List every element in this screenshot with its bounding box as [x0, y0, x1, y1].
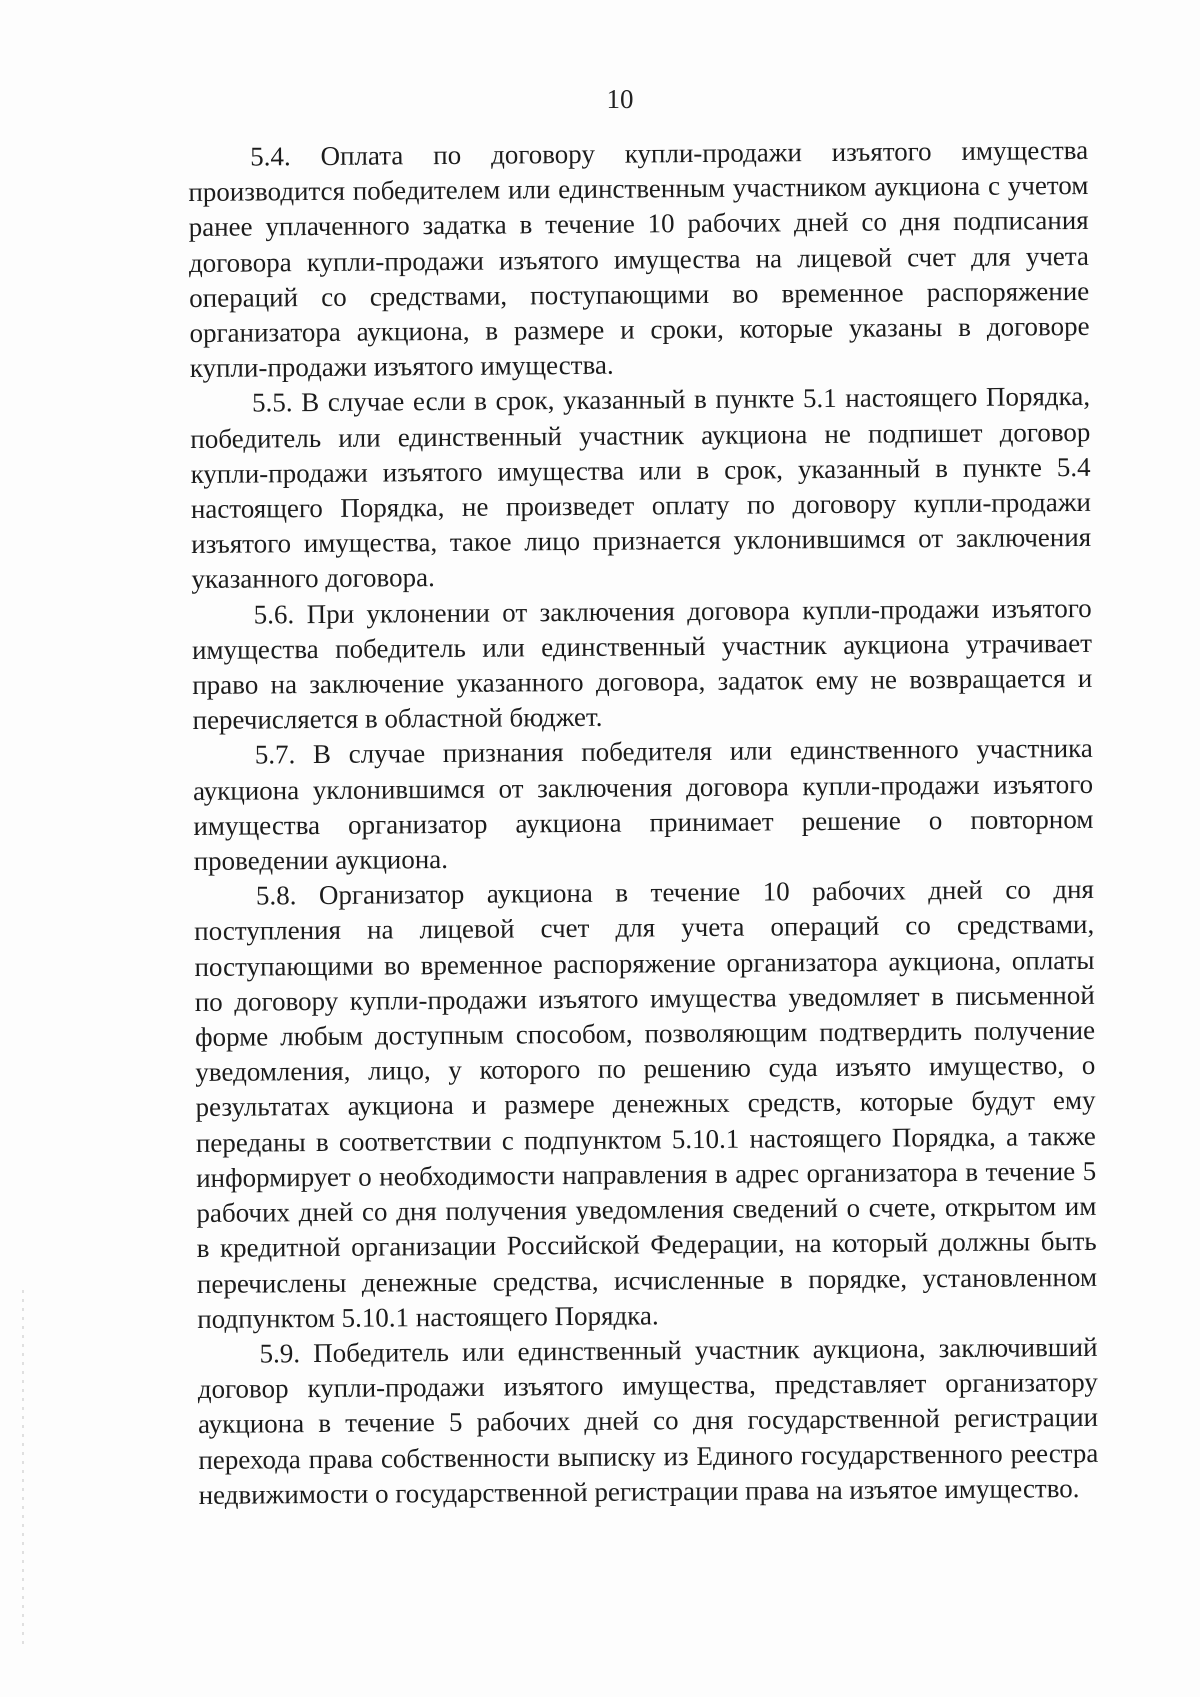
paragraph-5-5: 5.5. В случае если в срок, указанный в пункте 5.1 настоящего Порядка, победитель или единственный участник аукциона не подпишет договор купли-продажи изъятого имущества или в срок, указанный в пункте 5.4 настоящего Порядка, не произведет оплату по договору купли-продажи изъятого имущества, такое лицо признается уклонившимся от заключения указанного договора. — [190, 381, 1092, 595]
paragraph-5-9: 5.9. Победитель или единственный участник аукциона, заключивший договор купли-продажи изъятого имущества, представляет организатору аукциона в течение 5 рабочих дней со дня государственной регистрации перехода права собственности выписку из Единого государственного реестра недвижимости о государственной регистрации права на изъятое имущество. — [197, 1331, 1099, 1510]
paragraph-5-4: 5.4. Оплата по договору купли-продажи изъятого имущества производится победителем или единственным участником аукциона с учетом ранее уплаченного задатка в течение 10 рабочих дней со дня подписания договора купли-продажи изъятого имущества на лицевой счет для учета операций со средствами, поступающими во временное распоряжение организатора аукциона, в размере и сроки, которые указаны в договоре купли-продажи изъятого имущества. — [188, 134, 1090, 384]
paragraph-5-6: 5.6. При уклонении от заключения договора купли-продажи изъятого имущества победитель или единственный участник аукциона утрачивает право на заключение указанного договора, задаток ему не возвращается и перечисляется в областной бюджет. — [191, 592, 1093, 736]
paragraph-5-7: 5.7. В случае признания победителя или единственного участника аукциона уклонившимся от заключения договора купли-продажи изъятого имущества организатор аукциона принимает решение о повторном проведении аукциона. — [192, 733, 1094, 877]
paragraph-5-8: 5.8. Организатор аукциона в течение 10 рабочих дней со дня поступления на лицевой счет для учета операций со средствами, поступающими во временное распоряжение организатора аукциона, оплаты по договору купли-продажи изъятого имущества уведомляет в письменной форме любым доступным способом, позволяющим подтвердить получение уведомления, лицо, у которого по решению суда изъято имущество, о результатах аукциона и размере денежных средств, которые будут ему переданы в соответствии с подпунктом 5.10.1 настоящего Порядка, а также информирует о необходимости направления в адрес организатора в течение 5 рабочих дней со дня получения уведомления сведений о счете, открытом им в кредитной организации Российской Федерации, на который должны быть перечислены денежные средства, исчисленные в порядке, установленном подпунктом 5.10.1 настоящего Порядка. — [194, 874, 1098, 1334]
page-number: 10 — [606, 84, 634, 114]
document-body — [188, 133, 1099, 1513]
scan-margin-artifact — [22, 1290, 24, 1650]
